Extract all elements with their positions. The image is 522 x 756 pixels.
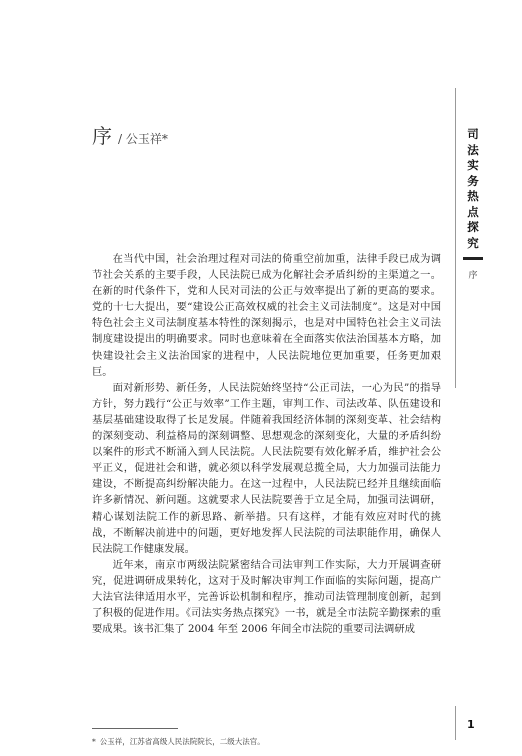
book-title-char: 务 — [467, 173, 479, 188]
author-byline: / 公玉祥* — [118, 132, 168, 146]
body-text — [92, 251, 441, 637]
running-header — [463, 127, 483, 281]
book-title-char: 点 — [467, 204, 479, 219]
book-title-char: 热 — [467, 189, 479, 203]
footnote-divider — [92, 728, 178, 729]
book-title-char: 探 — [467, 220, 479, 234]
book-title-vertical — [463, 127, 483, 251]
book-title-char: 司 — [467, 127, 479, 141]
paragraph: 近年来，南京市两级法院紧密结合司法审判工作实际，大力开展调查研究，促进调研成果转化，这对于及时解决审判工作面临的实际问题，提高广大法官法律适用水平，完善诉讼机制和程序，推动司法管理制度创新，起到了积极的促进作用。《司法实务热点探究》一书，就是全市法院辛勤探索的重要成果。该书汇集了 2004 年至 2006 年间全市法院的重要司法调研成 — [92, 558, 441, 636]
page-number-divider — [455, 706, 456, 740]
footnote-text: 公玉祥，江苏省高级人民法院院长，二级大法官。 — [99, 737, 265, 746]
chapter-heading — [92, 120, 168, 149]
running-header-bar — [463, 257, 483, 260]
sidebar-divider — [455, 88, 456, 388]
footnote — [92, 736, 265, 747]
book-title-char: 究 — [467, 235, 479, 250]
footnote-marker: * — [92, 737, 96, 746]
paragraph: 在当代中国，社会治理过程对司法的倚重空前加重，法律手段已成为调节社会关系的主要手段，人民法院已成为化解社会矛盾纠纷的主渠道之一。在新的时代条件下，党和人民对司法的公正与效率提出了新的更高的要求。党的十七大提出，要“建设公正高效权威的社会主义司法制度”。这是对中国特色社会主义司法制度基本特性的深刻揭示，也是对中国特色社会主义司法制度建设提出的明确要求。同时也意味着在全面落实依法治国基本方略，加快建设社会主义法治国家的进程中，人民法院地位更加重要，任务更加艰巨。 — [92, 253, 441, 378]
paragraph: 面对新形势、新任务，人民法院始终坚持“公正司法，一心为民”的指导方针，努力践行“公正与效率”工作主题，审判工作、司法改革、队伍建设和基层基础建设取得了长足发展。伴随着我国经济体制的深刻变革、社会结构的深刻变动、利益格局的深刻调整、思想观念的深刻变化，大量的矛盾纠纷以案件的形式不断涌入到人民法院。人民法院要有效化解矛盾，维护社会公平正义，促进社会和谐，就必须以科学发展观总揽全局，大力加强司法能力建设，不断提高纠纷解决能力。在这一过程中，人民法院已经并且继续面临许多新情况、新问题。这就要求人民法院要善于立足全局，加强司法调研，精心谋划法院工作的新思路、新举措。只有这样，才能有效应对时代的挑战，不断解决前进中的问题，更好地发挥人民法院的司法职能作用，确保人民法院工作健康发展。 — [92, 381, 441, 555]
book-title-char: 实 — [467, 158, 479, 172]
section-label: 序 — [468, 271, 478, 281]
book-title-char: 法 — [467, 142, 479, 157]
chapter-title: 序 — [92, 124, 112, 148]
page-number: 1 — [467, 718, 475, 731]
